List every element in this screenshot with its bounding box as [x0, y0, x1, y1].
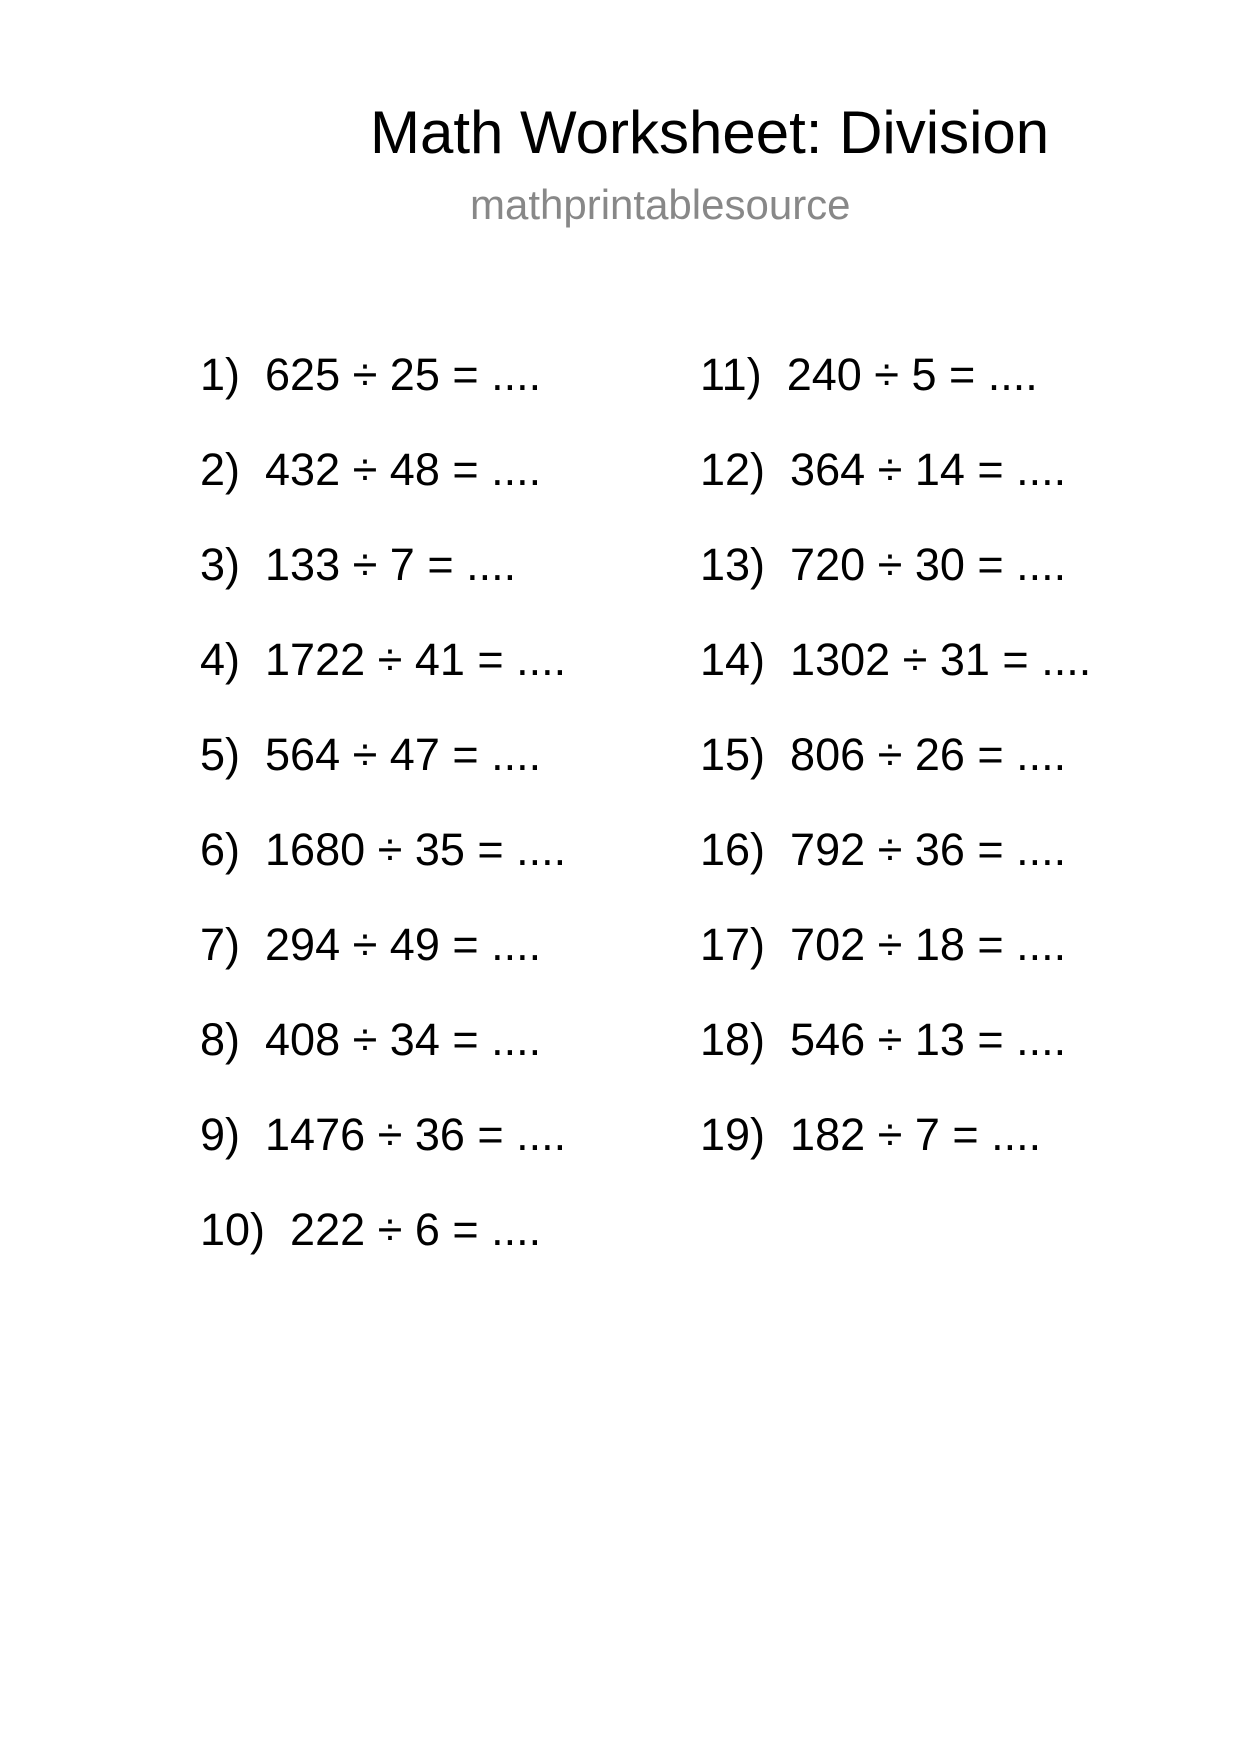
problem-item: 18) 546 ÷ 13 = .... [700, 1014, 1067, 1065]
problem-item: 14) 1302 ÷ 31 = .... [700, 634, 1092, 685]
problem-item: 6) 1680 ÷ 35 = .... [200, 824, 567, 875]
problem-item: 1) 625 ÷ 25 = .... [200, 349, 542, 400]
problem-item: 12) 364 ÷ 14 = .... [700, 444, 1067, 495]
page-title: Math Worksheet: Division [370, 99, 1050, 166]
problem-item: 9) 1476 ÷ 36 = .... [200, 1109, 567, 1160]
problem-item: 7) 294 ÷ 49 = .... [200, 919, 542, 970]
problem-item: 2) 432 ÷ 48 = .... [200, 444, 542, 495]
page-subtitle: mathprintablesource [470, 181, 851, 228]
problem-item: 13) 720 ÷ 30 = .... [700, 539, 1067, 590]
problems-left-column [200, 348, 566, 1298]
problem-item: 3) 133 ÷ 7 = .... [200, 539, 517, 590]
problem-item: 15) 806 ÷ 26 = .... [700, 729, 1067, 780]
problem-item: 5) 564 ÷ 47 = .... [200, 729, 542, 780]
problems-right-column [700, 348, 1091, 1203]
problem-item: 8) 408 ÷ 34 = .... [200, 1014, 542, 1065]
problem-item: 11) 240 ÷ 5 = .... [700, 349, 1038, 400]
problem-item: 4) 1722 ÷ 41 = .... [200, 634, 567, 685]
problem-item: 10) 222 ÷ 6 = .... [200, 1204, 542, 1255]
problem-item: 19) 182 ÷ 7 = .... [700, 1109, 1042, 1160]
problem-item: 16) 792 ÷ 36 = .... [700, 824, 1067, 875]
problem-item: 17) 702 ÷ 18 = .... [700, 919, 1067, 970]
